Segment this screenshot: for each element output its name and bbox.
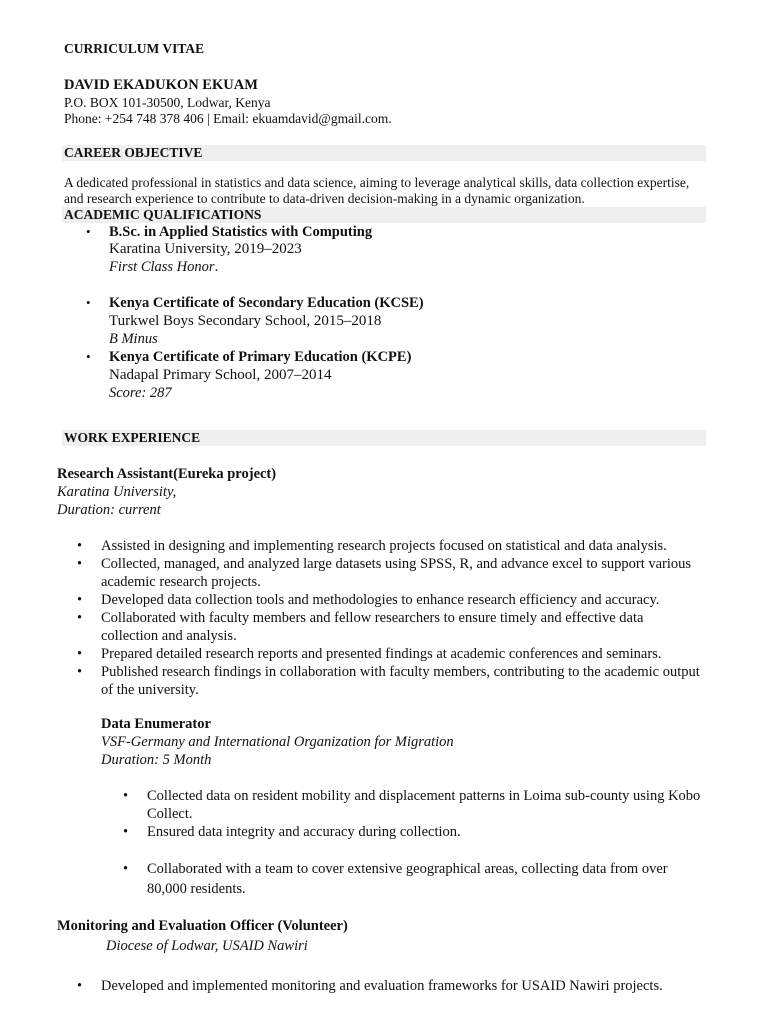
qualification-title: Kenya Certificate of Secondary Education (KCSE): [109, 295, 424, 311]
list-item: [77, 609, 701, 645]
address-line: P.O. BOX 101-30500, Lodwar, Kenya: [64, 95, 271, 110]
list-item-text: Ensured data integrity and accuracy during collection.: [147, 824, 461, 840]
qualification-institution: Turkwel Boys Secondary School, 2015–2018: [109, 313, 382, 329]
job-duration: Duration: current: [57, 502, 161, 518]
contact-line: Phone: +254 748 378 406 | Email: ekuamdavid@gmail.com.: [64, 111, 392, 126]
job-bullets: [77, 537, 701, 699]
list-item: [77, 645, 701, 663]
qualification-title: Kenya Certificate of Primary Education (KCPE): [109, 349, 412, 365]
job-title: Monitoring and Evaluation Officer (Volunteer): [57, 918, 348, 934]
job-bullets: [77, 977, 701, 995]
bullet-icon: •: [77, 556, 83, 572]
career-objective-line-2: and research experience to contribute to data-driven decision-making in a dynamic organization.: [64, 191, 585, 206]
bullet-icon: •: [86, 349, 91, 364]
bullet-icon: •: [77, 664, 83, 680]
qualification-institution: Karatina University, 2019–2023: [109, 241, 302, 257]
list-item: [77, 591, 701, 609]
candidate-name: DAVID EKADUKON EKUAM: [64, 77, 258, 93]
bullet-icon: •: [123, 788, 129, 804]
list-item-text: Collected, managed, and analyzed large datasets using SPSS, R, and advance excel to support various academic research projects.: [101, 556, 692, 590]
qualification-grade: Score: 287: [109, 385, 172, 401]
list-item: [123, 787, 707, 823]
job-organization: VSF-Germany and International Organization for Migration: [101, 734, 454, 750]
bullet-icon: •: [77, 592, 83, 608]
qualification-title: B.Sc. in Applied Statistics with Computing: [109, 224, 373, 240]
bullet-icon: •: [77, 610, 83, 626]
bullet-icon: •: [77, 538, 83, 554]
job-title: Data Enumerator: [101, 716, 211, 732]
list-item-text: Developed and implemented monitoring and evaluation frameworks for USAID Nawiri projects.: [101, 978, 663, 994]
job-title: Research Assistant(Eureka project): [57, 466, 277, 482]
job-bullets: [123, 787, 707, 899]
bullet-icon: •: [77, 646, 83, 662]
job-organization: Karatina University,: [57, 484, 177, 500]
bullet-icon: •: [123, 861, 129, 877]
qualification-note-suffix: .: [214, 259, 219, 275]
job-duration: Duration: 5 Month: [101, 752, 212, 768]
list-item: [123, 859, 707, 899]
career-objective-line-1: A dedicated professional in statistics and data science, aiming to leverage analytical skills, data collection expertise,: [64, 175, 690, 190]
job-organization: Diocese of Lodwar, USAID Nawiri: [106, 938, 308, 954]
qualification-institution: Nadapal Primary School, 2007–2014: [109, 367, 332, 383]
bullet-icon: •: [86, 295, 91, 310]
list-item: [77, 555, 701, 591]
document-title: CURRICULUM VITAE: [64, 41, 205, 56]
list-item-text: Collaborated with a team to cover extensive geographical areas, collecting data from over 80,000 residents.: [147, 861, 668, 897]
list-item-text: Published research findings in collaboration with faculty members, contributing to the academic output of the university.: [101, 664, 700, 698]
list-item: [77, 977, 701, 995]
list-item: [77, 663, 701, 699]
section-heading-work: WORK EXPERIENCE: [64, 430, 201, 445]
list-item-text: Collected data on resident mobility and displacement patterns in Loima sub-county using Kobo Collect.: [147, 788, 701, 822]
list-item-text: Developed data collection tools and methodologies to enhance research efficiency and accuracy.: [101, 592, 660, 608]
section-heading-career-objective: CAREER OBJECTIVE: [64, 145, 203, 160]
list-item-text: Prepared detailed research reports and presented findings at academic conferences and seminars.: [101, 646, 662, 662]
bullet-icon: •: [77, 978, 83, 994]
bullet-icon: •: [123, 824, 129, 840]
qualification-note: [109, 259, 218, 276]
list-item-text: Assisted in designing and implementing research projects focused on statistical and data analysis.: [101, 538, 667, 554]
qualification-grade: B Minus: [109, 331, 158, 347]
section-heading-academic: ACADEMIC QUALIFICATIONS: [64, 207, 262, 222]
list-item: [123, 823, 707, 841]
list-item: [77, 537, 701, 555]
list-item-text: Collaborated with faculty members and fellow researchers to ensure timely and effective data collection and analysis.: [101, 610, 644, 644]
bullet-icon: •: [86, 224, 91, 239]
qualification-grade: First Class Honor: [109, 259, 215, 275]
